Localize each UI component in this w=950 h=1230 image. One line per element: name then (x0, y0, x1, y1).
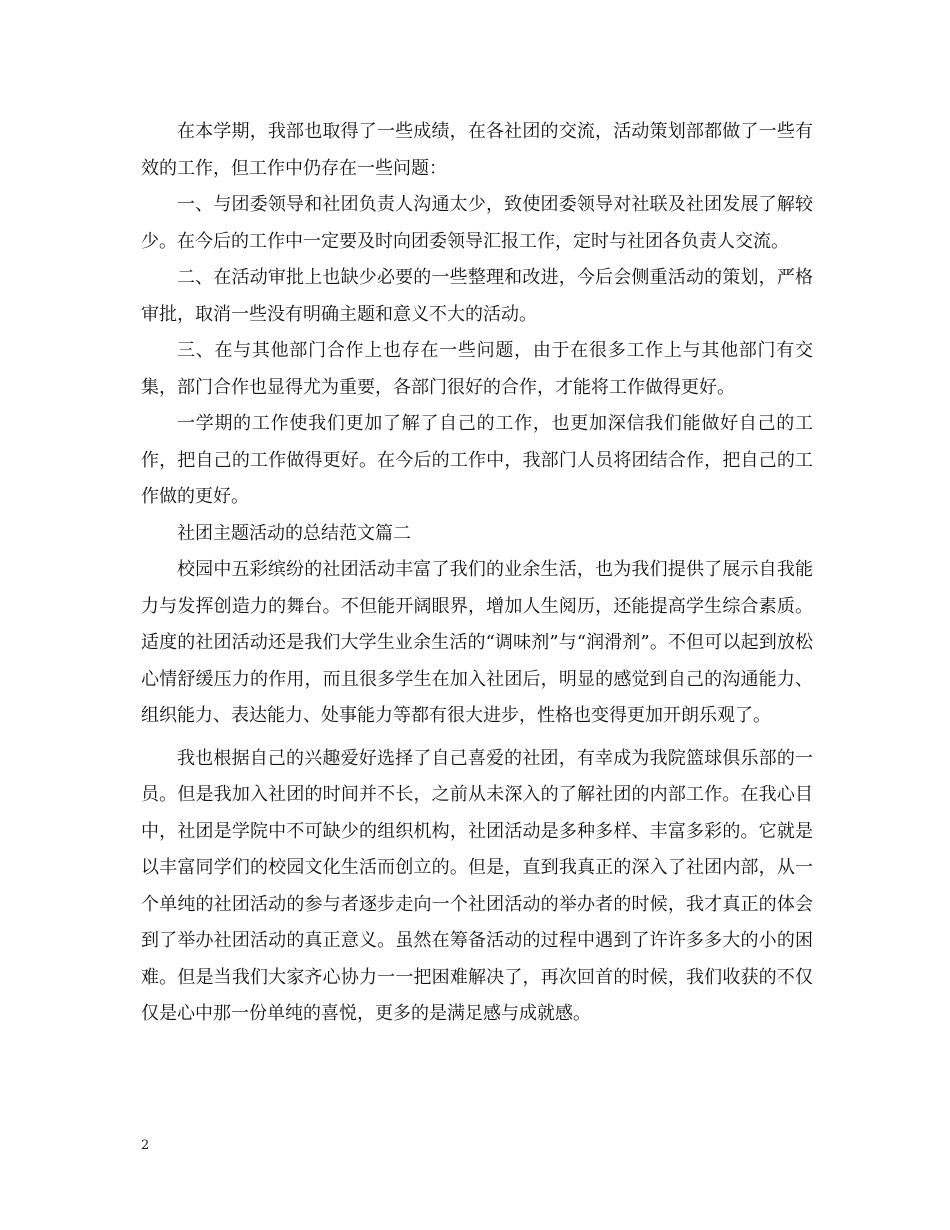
document-body (141, 114, 813, 1033)
paragraph-issue-communication: 一、与团委领导和社团负责人沟通太少，致使团委领导对社联及社团发展了解较少。在今后的工作中一定要及时向团委领导汇报工作，定时与社团各负责人交流。 (141, 194, 813, 252)
page-number: 2 (141, 1138, 150, 1153)
paragraph-achievements-intro: 在本学期，我部也取得了一些成绩，在各社团的交流，活动策划部都做了一些有效的工作，但工作中仍存在一些问题： (141, 121, 813, 179)
paragraph-club-activities-benefits: 校园中五彩缤纷的社团活动丰富了我们的业余生活，也为我们提供了展示自我能力与发挥创造力的舞台。不但能开阔眼界，增加人生阅历，还能提高学生综合素质。适度的社团活动还是我们大学生业余生活的“调味剂”与“润滑剂”。不但可以起到放松心情舒缓压力的作用，而且很多学生在加入社团后，明显的感觉到自己的沟通能力、组织能力、表达能力、处事能力等都有很大进步，性格也变得更加开朗乐观了。 (141, 559, 813, 726)
paragraph-semester-conclusion: 一学期的工作使我们更加了解了自己的工作，也更加深信我们能做好自己的工作，把自己的工作做得更好。在今后的工作中，我部门人员将团结合作，把自己的工作做的更好。 (141, 413, 813, 507)
paragraph-issue-approval: 二、在活动审批上也缺少必要的一些整理和改进，今后会侧重活动的策划，严格审批，取消一些没有明确主题和意义不大的活动。 (141, 267, 813, 325)
section-heading-part-two: 社团主题活动的总结范文篇二 (177, 522, 411, 544)
paragraph-personal-experience: 我也根据自己的兴趣爱好选择了自己喜爱的社团，有幸成为我院篮球俱乐部的一员。但是我加入社团的时间并不长，之前从未深入的了解社团的内部工作。在我心目中，社团是学院中不可缺少的组织机构，社团活动是多种多样、丰富多彩的。它就是以丰富同学们的校园文化生活而创立的。但是，直到我真正的深入了社团内部，从一个单纯的社团活动的参与者逐步走向一个社团活动的举办者的时候，我才真正的体会到了举办社团活动的真正意义。虽然在筹备活动的过程中遇到了许许多多大的小的困难。但是当我们大家齐心协力一一把困难解决了，再次回首的时候，我们收获的不仅仅是心中那一份单纯的喜悦，更多的是满足感与成就感。 (141, 747, 813, 1024)
paragraph-issue-cooperation: 三、在与其他部门合作上也存在一些问题，由于在很多工作上与其他部门有交集，部门合作也显得尤为重要，各部门很好的合作，才能将工作做得更好。 (141, 340, 813, 398)
